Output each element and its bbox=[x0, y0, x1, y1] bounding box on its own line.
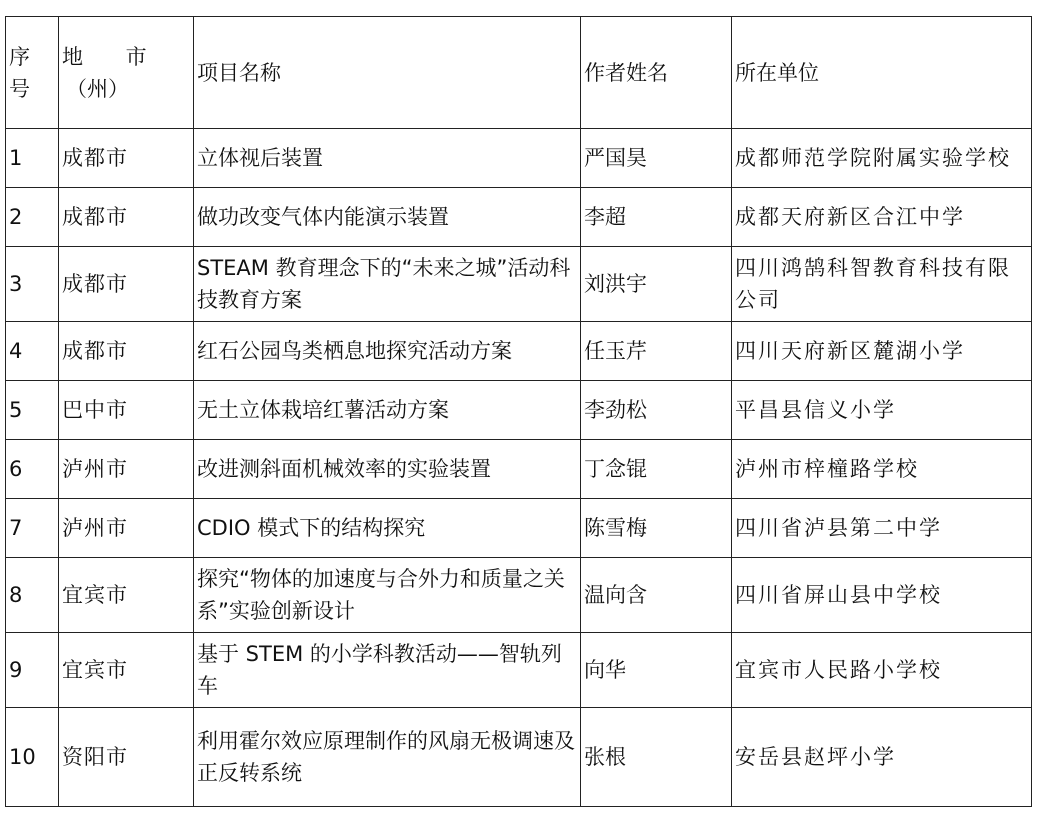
row-author: 陈雪梅 bbox=[581, 499, 732, 558]
row-num: 4 bbox=[6, 322, 59, 381]
row-unit: 四川鸿鹄科智教育科技有限公司 bbox=[732, 247, 1032, 322]
row-author: 向华 bbox=[581, 633, 732, 708]
header-num-line1: 序 bbox=[9, 44, 30, 69]
row-region: 宜宾市 bbox=[59, 558, 194, 633]
table-row bbox=[6, 708, 1032, 807]
row-author: 丁念锟 bbox=[581, 440, 732, 499]
row-author: 张根 bbox=[581, 708, 732, 807]
row-project: 利用霍尔效应原理制作的风扇无极调速及正反转系统 bbox=[194, 708, 581, 807]
row-unit: 成都师范学院附属实验学校 bbox=[732, 129, 1032, 188]
row-num: 7 bbox=[6, 499, 59, 558]
row-num: 10 bbox=[6, 708, 59, 807]
row-unit: 成都天府新区合江中学 bbox=[732, 188, 1032, 247]
table-row bbox=[6, 129, 1032, 188]
row-region: 成都市 bbox=[59, 129, 194, 188]
header-region bbox=[59, 17, 194, 129]
row-unit: 四川省屏山县中学校 bbox=[732, 558, 1032, 633]
header-num-line2: 号 bbox=[9, 76, 30, 101]
header-region-line1: 地 市 bbox=[62, 44, 165, 69]
table-row bbox=[6, 322, 1032, 381]
row-project: 做功改变气体内能演示装置 bbox=[194, 188, 581, 247]
row-project: STEAM 教育理念下的“未来之城”活动科技教育方案 bbox=[194, 247, 581, 322]
table-row bbox=[6, 558, 1032, 633]
header-region-line2: （州） bbox=[66, 76, 129, 101]
row-author: 刘洪宇 bbox=[581, 247, 732, 322]
row-unit: 宜宾市人民路小学校 bbox=[732, 633, 1032, 708]
row-unit: 四川省泸县第二中学 bbox=[732, 499, 1032, 558]
row-num: 1 bbox=[6, 129, 59, 188]
row-num: 8 bbox=[6, 558, 59, 633]
row-region: 泸州市 bbox=[59, 499, 194, 558]
awards-table bbox=[5, 16, 1032, 807]
header-num bbox=[6, 17, 59, 129]
row-unit: 平昌县信义小学 bbox=[732, 381, 1032, 440]
row-unit: 安岳县赵坪小学 bbox=[732, 708, 1032, 807]
row-region: 成都市 bbox=[59, 247, 194, 322]
row-project: 无土立体栽培红薯活动方案 bbox=[194, 381, 581, 440]
row-num: 5 bbox=[6, 381, 59, 440]
row-project: 改进测斜面机械效率的实验装置 bbox=[194, 440, 581, 499]
table-row bbox=[6, 381, 1032, 440]
table-row bbox=[6, 499, 1032, 558]
table-row bbox=[6, 440, 1032, 499]
row-region: 巴中市 bbox=[59, 381, 194, 440]
row-region: 泸州市 bbox=[59, 440, 194, 499]
row-project: 基于 STEM 的小学科教活动——智轨列车 bbox=[194, 633, 581, 708]
table-row bbox=[6, 188, 1032, 247]
row-project: 立体视后装置 bbox=[194, 129, 581, 188]
row-region: 资阳市 bbox=[59, 708, 194, 807]
row-unit: 四川天府新区麓湖小学 bbox=[732, 322, 1032, 381]
row-author: 温向含 bbox=[581, 558, 732, 633]
row-num: 6 bbox=[6, 440, 59, 499]
row-region: 成都市 bbox=[59, 322, 194, 381]
header-row bbox=[6, 17, 1032, 129]
header-project: 项目名称 bbox=[194, 17, 581, 129]
header-author: 作者姓名 bbox=[581, 17, 732, 129]
table-row bbox=[6, 247, 1032, 322]
row-project: CDIO 模式下的结构探究 bbox=[194, 499, 581, 558]
row-region: 成都市 bbox=[59, 188, 194, 247]
row-project: 红石公园鸟类栖息地探究活动方案 bbox=[194, 322, 581, 381]
row-region: 宜宾市 bbox=[59, 633, 194, 708]
row-num: 2 bbox=[6, 188, 59, 247]
row-author: 李超 bbox=[581, 188, 732, 247]
row-unit: 泸州市梓橦路学校 bbox=[732, 440, 1032, 499]
row-num: 9 bbox=[6, 633, 59, 708]
row-author: 严国昊 bbox=[581, 129, 732, 188]
row-project: 探究“物体的加速度与合外力和质量之关系”实验创新设计 bbox=[194, 558, 581, 633]
table-row bbox=[6, 633, 1032, 708]
row-author: 任玉芹 bbox=[581, 322, 732, 381]
row-author: 李劲松 bbox=[581, 381, 732, 440]
row-num: 3 bbox=[6, 247, 59, 322]
header-unit: 所在单位 bbox=[732, 17, 1032, 129]
